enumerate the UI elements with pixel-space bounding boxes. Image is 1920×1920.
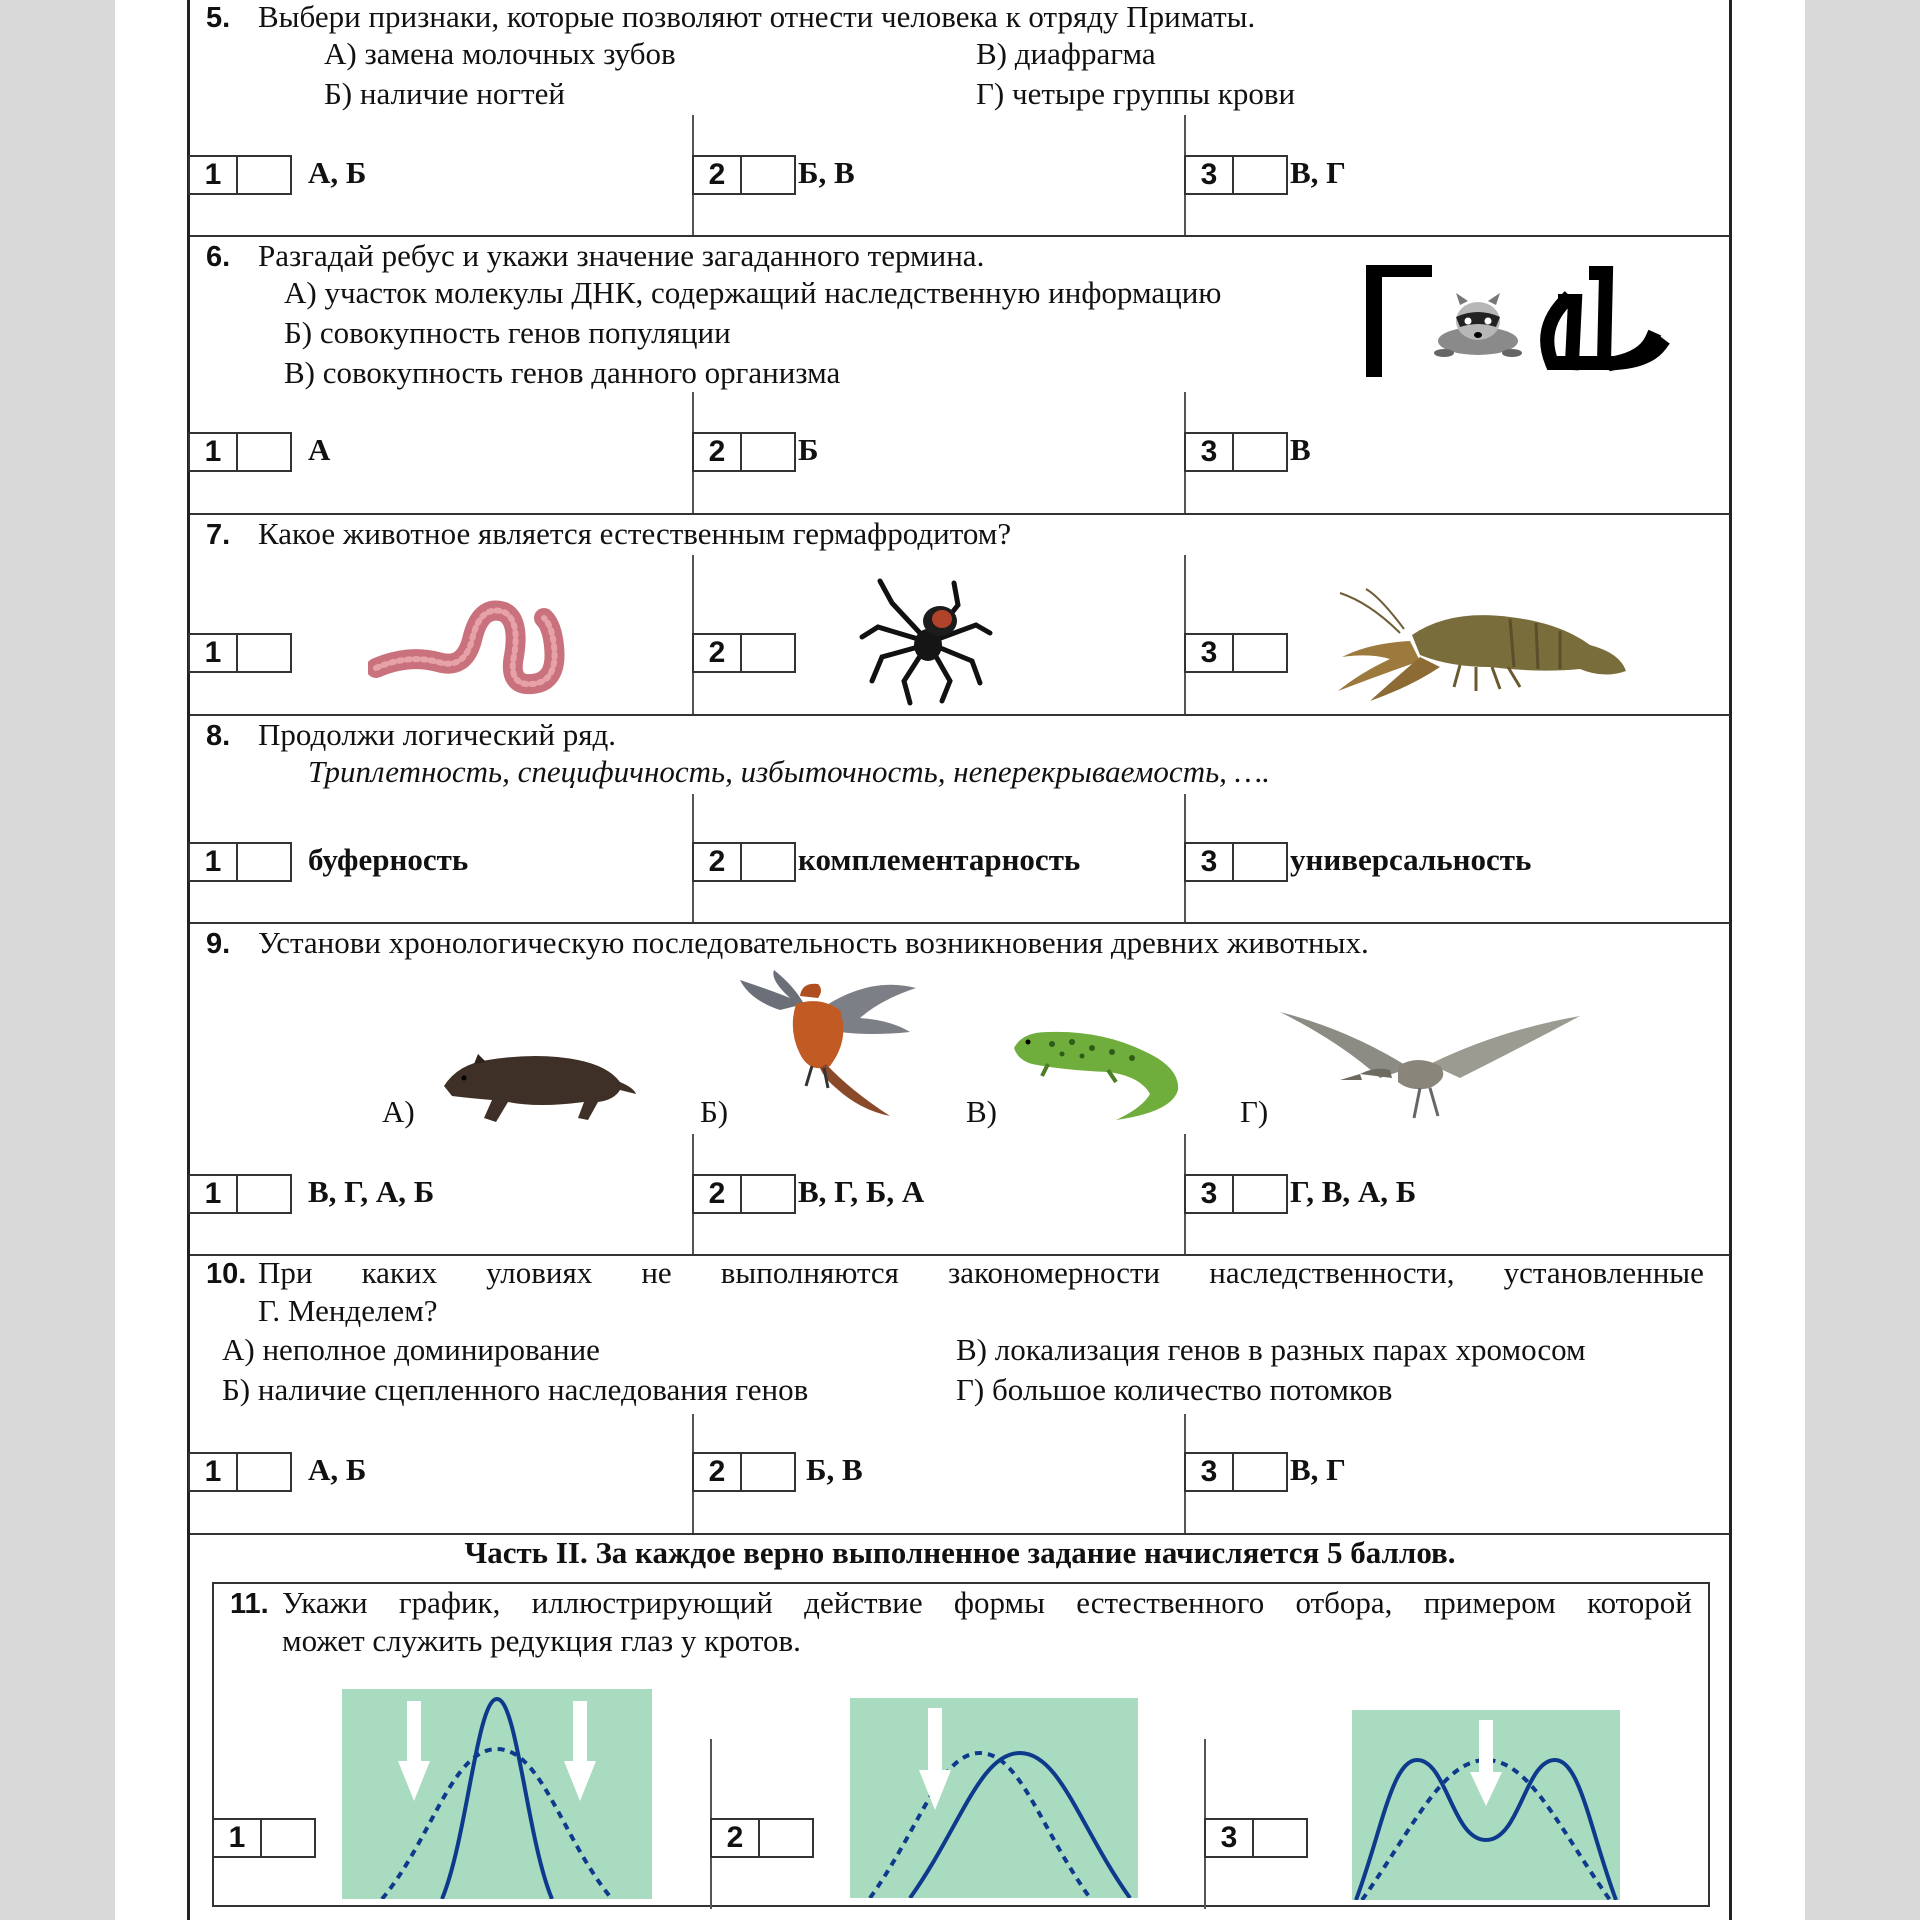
answer-box-3[interactable]: 3 [1204, 1818, 1308, 1858]
animal-label-v: В) [966, 1094, 997, 1129]
option-g: Г) большое количество потомков [956, 1372, 1393, 1407]
answer-box-1[interactable]: 1 [188, 432, 292, 472]
part-2-heading: Часть II. За каждое верно выполненное задание начисляется 5 баллов. [464, 1535, 1456, 1570]
answer-box-1[interactable]: 1 [188, 842, 292, 882]
answer-box-1[interactable]: 1 [188, 633, 292, 673]
answer-box-1[interactable]: 1 [188, 1452, 292, 1492]
spider-image [858, 573, 998, 708]
question-5 [190, 0, 1730, 237]
graph-directional [850, 1698, 1138, 1898]
rebus-image [1360, 259, 1690, 384]
option-a: А) участок молекулы ДНК, содержащий наследственную информацию [284, 275, 1222, 310]
option-b: Б) совокупность генов популяции [284, 315, 731, 350]
answer-box-1[interactable]: 1 [212, 1818, 316, 1858]
option-v: В) диафрагма [976, 36, 1156, 71]
question-10 [190, 1256, 1730, 1535]
answer-label-2: Б, В [806, 1452, 863, 1487]
answer-label-2: В, Г, Б, А [798, 1174, 925, 1209]
question-text-line2: Г. Менделем? [258, 1293, 438, 1328]
question-text: Установи хронологическую последовательность возникновения древних животных. [258, 925, 1369, 960]
answer-box-3[interactable]: 3 [1184, 633, 1288, 673]
option-a: А) замена молочных зубов [324, 36, 676, 71]
question-11 [212, 1582, 1710, 1907]
answer-box-1[interactable]: 1 [188, 1174, 292, 1214]
answer-box-2[interactable]: 2 [710, 1818, 814, 1858]
raccoon-icon [1434, 293, 1522, 357]
question-text-line2: может служить редукция глаз у кротов. [282, 1623, 801, 1658]
pterosaur-image [1280, 1008, 1580, 1128]
question-6 [190, 237, 1730, 515]
graph-stabilizing [342, 1689, 652, 1899]
answer-box-2[interactable]: 2 [692, 1452, 796, 1492]
question-number: 5. [206, 2, 231, 34]
graph-background [342, 1689, 652, 1899]
answer-label-3: В, Г [1290, 1452, 1346, 1487]
answer-label-3: В [1290, 432, 1311, 467]
question-number: 8. [206, 720, 231, 752]
question-text: Выбери признаки, которые позволяют отнести человека к отряду Приматы. [258, 0, 1256, 34]
answer-label-2: комплементарность [798, 842, 1081, 877]
answer-label-1: А, Б [308, 155, 367, 190]
question-9 [190, 924, 1730, 1256]
rebus-letter-sh [1547, 273, 1660, 363]
option-g: Г) четыре группы крови [976, 76, 1296, 111]
animal-label-g: Г) [1240, 1094, 1269, 1129]
question-number: 9. [206, 928, 231, 960]
question-text: Продолжи логический ряд. [258, 717, 617, 752]
answer-label-1: В, Г, А, Б [308, 1174, 435, 1209]
answer-label-3: универсальность [1290, 842, 1532, 877]
amphibian-image [1012, 1012, 1192, 1122]
answer-label-1: А, Б [308, 1452, 367, 1487]
earthworm-image [368, 590, 578, 700]
question-number: 7. [206, 519, 231, 551]
answer-label-2: Б [798, 432, 819, 467]
archaeopteryx-image [740, 970, 920, 1120]
answer-label-3: В, Г [1290, 155, 1346, 190]
answer-label-3: Г, В, А, Б [1290, 1174, 1417, 1209]
option-b: Б) наличие сцепленного наследования генов [222, 1372, 809, 1407]
question-number: 6. [206, 241, 231, 273]
crayfish-image [1330, 583, 1630, 713]
animal-label-b: Б) [700, 1094, 729, 1129]
question-text-line1: При каких уловиях не выполняются закономерности наследственности, установленные [258, 1255, 1704, 1290]
answer-label-2: Б, В [798, 155, 855, 190]
option-v: В) локализация генов в разных парах хромосом [956, 1332, 1586, 1367]
answer-label-1: буферность [308, 842, 469, 877]
answer-label-1: А [308, 432, 331, 467]
question-number: 11. [230, 1588, 269, 1620]
question-number: 10. [206, 1258, 247, 1290]
logical-series: Триплетность, специфичность, избыточность, неперекрываемость, …. [308, 754, 1270, 789]
answer-box-3[interactable]: 3 [1184, 155, 1288, 195]
animal-label-a: А) [382, 1094, 415, 1129]
answer-box-3[interactable]: 3 [1184, 1452, 1288, 1492]
graph-disruptive [1352, 1710, 1620, 1900]
answer-box-3[interactable]: 3 [1184, 1174, 1288, 1214]
question-8 [190, 716, 1730, 924]
option-v: В) совокупность генов данного организма [284, 355, 841, 390]
answer-box-1[interactable]: 1 [188, 155, 292, 195]
option-b: Б) наличие ногтей [324, 76, 565, 111]
question-text-line1: Укажи график, иллюстрирующий действие формы естественного отбора, примером которой [282, 1585, 1692, 1620]
early-mammal-image [438, 1024, 638, 1124]
answer-box-2[interactable]: 2 [692, 1174, 796, 1214]
answer-box-3[interactable]: 3 [1184, 432, 1288, 472]
answer-box-2[interactable]: 2 [692, 842, 796, 882]
rebus-letter-g [1366, 265, 1432, 377]
option-a: А) неполное доминирование [222, 1332, 600, 1367]
answer-box-3[interactable]: 3 [1184, 842, 1288, 882]
answer-box-2[interactable]: 2 [692, 432, 796, 472]
question-text: Разгадай ребус и укажи значение загаданного термина. [258, 238, 985, 273]
question-7 [190, 515, 1730, 716]
answer-box-2[interactable]: 2 [692, 633, 796, 673]
answer-box-2[interactable]: 2 [692, 155, 796, 195]
question-text: Какое животное является естественным гермафродитом? [258, 516, 1012, 551]
graph-background [850, 1698, 1138, 1898]
